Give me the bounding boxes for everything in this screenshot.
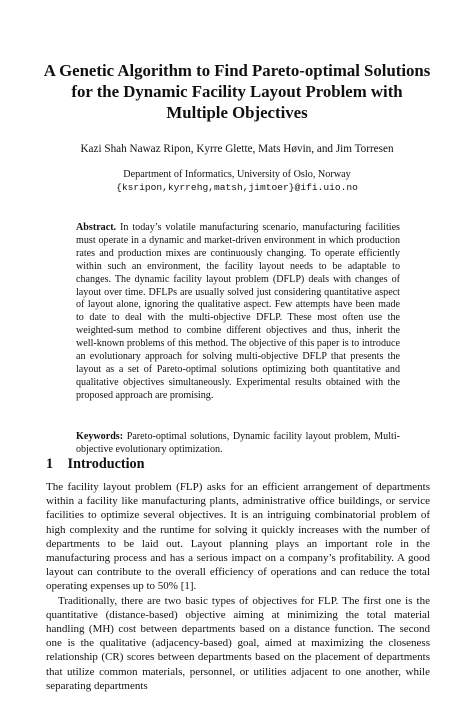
abstract — [76, 222, 400, 403]
paper-title: A Genetic Algorithm to Find Pareto-optimal Solutions for the Dynamic Facility Layout Problem with Multiple Objectives — [43, 61, 431, 122]
introduction-body — [46, 480, 430, 693]
keywords-text: Pareto-optimal solutions, Dynamic facility layout problem, Multi-objective evolutionary optimization. — [76, 431, 400, 455]
affiliation: Department of Informatics, University of Oslo, Norway — [123, 169, 351, 180]
author-emails: {ksripon,kyrrehg,matsh,jimtoer}@ifi.uio.no — [116, 182, 358, 193]
author-list: Kazi Shah Nawaz Ripon, Kyrre Glette, Mats Høvin, and Jim Torresen — [80, 143, 394, 155]
abstract-text: In today’s volatile manufacturing scenario, manufacturing facilities must operate in a dynamic and market-driven environment in which production rates and production mixes are continuously changing. To operate efficiently within such an environment, the facility layout needs to be adaptable to changes. The dynamic facility layout problem (DFLP) deals with changes of layout over time. DFLPs are usually solved just considering quantitative aspect of layout alone, ignoring the qualitative aspect. Few attempts have been made to date to deal with the multi-objective DFLP. These most often use the weighted-sum method to combine different objectives and thus, inherit the well-known problems of this method. The objective of this paper is to introduce an evolutionary approach for solving multi-objective DFLP that presents the layout as a set of Pareto-optimal solutions optimizing both quantitative and qualitative objectives simultaneously. Experimental results obtained with the proposed approach are promising. — [76, 222, 400, 401]
paragraph: Traditionally, there are two basic types of objectives for FLP. The first one is the quantitative (distance-based) objective aiming at minimizing the total material handling (MH) cost between departments based on a distance function. The second one is the qualitative (adjacency-based) goal, aimed at maximizing the closeness relationship (CR) scores between departments based on the placement of departments that utilize common materials, personnel, or utilities adjacent to one another, while separating departments — [46, 594, 430, 692]
paragraph: The facility layout problem (FLP) asks for an efficient arrangement of departments within a facility like manufacturing plants, administrative office buildings, or service facilities to optimize several objectives. It is an intriguing combinatorial problem of high complexity and the runtime for solving it quickly increases with the number of departments to be laid out. Layout planning plays an important role in the manufacturing process and has a serious impact on a company’s profitability. A good layout can contribute to the overall efficiency of operations and can reduce the total operating expenses up to 50% [1]. — [46, 481, 430, 593]
section-number: 1 — [46, 456, 54, 472]
section-heading-introduction — [46, 455, 426, 473]
affiliation-block — [40, 168, 434, 194]
keywords-label: Keywords: — [76, 431, 124, 442]
keywords — [76, 431, 400, 457]
abstract-label: Abstract. — [76, 222, 117, 233]
section-title: Introduction — [67, 456, 145, 472]
